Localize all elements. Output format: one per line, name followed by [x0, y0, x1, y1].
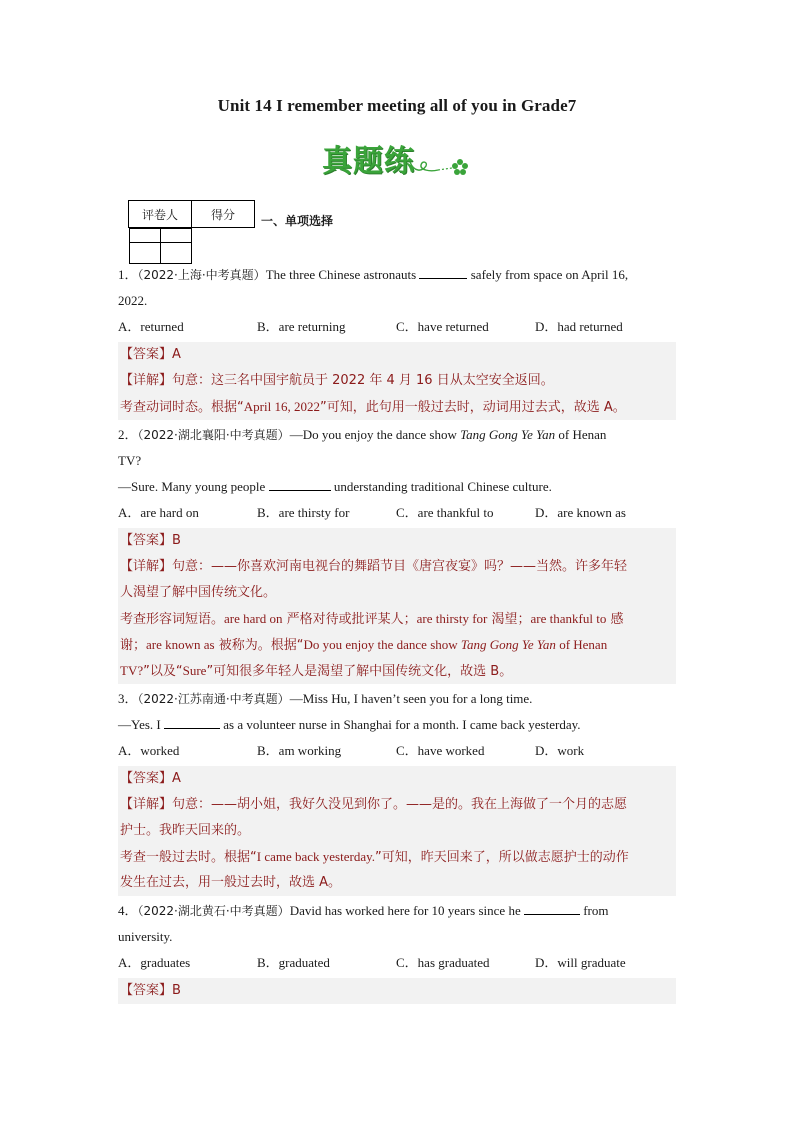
- detail-text: I came back yesterday.: [256, 849, 376, 864]
- detail-text: ”可知，昨天回来了，所以做志愿护士的动作: [375, 850, 629, 865]
- answer-blank: [269, 476, 331, 491]
- question-stem: The three Chinese astronauts: [265, 267, 417, 282]
- question-3: [118, 686, 676, 896]
- detail-text: of Henan: [555, 637, 608, 652]
- detail: 【详解】句意：——胡小姐，我好久没见到你了。——是的。我在上海做了一个月的志愿: [120, 797, 628, 812]
- options: [118, 500, 676, 526]
- question-number: 4．: [118, 903, 138, 918]
- grader-header: 评卷人: [129, 201, 192, 228]
- detail-text: TV?: [120, 663, 144, 678]
- question-stem: —Yes. I: [118, 717, 161, 732]
- detail-text: 考查动词时态。根据“: [120, 400, 244, 415]
- detail-text: April 16, 2022: [243, 399, 320, 414]
- detail-text: 渴望；: [487, 612, 531, 627]
- answer-blank: [524, 900, 580, 915]
- detail-text: ”以及“: [143, 664, 183, 679]
- detail-text: Sure: [182, 663, 207, 678]
- score-cell: [160, 229, 191, 264]
- detail-text: ”可知很多年轻人是渴望了解中国传统文化，故选 B。: [206, 664, 513, 679]
- detail-text: are known as: [146, 637, 215, 652]
- detail: 【详解】句意：——你喜欢河南电视台的舞蹈节目《唐宫夜宴》吗？——当然。许多年轻: [120, 559, 628, 574]
- option-a: A．worked: [118, 743, 180, 758]
- question-stem-cont: of Henan: [555, 427, 607, 442]
- option-b: B．are thirsty for: [257, 505, 350, 520]
- detail-text: 被称为。根据“: [214, 638, 304, 653]
- question-stem-cont: university.: [118, 929, 173, 944]
- options: [118, 950, 676, 976]
- detail: 发生在过去，用一般过去时，故选 A。: [120, 875, 342, 890]
- question-1: [118, 262, 676, 420]
- question-number: 3．: [118, 691, 138, 706]
- answer-block: [118, 342, 676, 420]
- question-number: 1．: [118, 267, 138, 282]
- answer-blank: [164, 714, 220, 729]
- options: [118, 738, 676, 764]
- answer-blank: [419, 264, 467, 279]
- options: [118, 314, 676, 340]
- option-d: D．work: [535, 743, 585, 758]
- answer-block: [118, 978, 676, 1004]
- detail: [118, 658, 676, 684]
- option-c: C．have worked: [396, 743, 485, 758]
- detail-text: 感: [606, 612, 624, 627]
- detail-text: ”可知，此句用一般过去时，动词用过去式，故选 A。: [319, 400, 626, 415]
- answer: 【答案】A: [120, 771, 181, 786]
- option-b: B．graduated: [257, 955, 330, 970]
- option-b: B．am working: [257, 743, 342, 758]
- option-c: C．has graduated: [396, 955, 490, 970]
- detail-text: 考查一般过去时。根据“: [120, 850, 257, 865]
- option-a: A．graduates: [118, 955, 191, 970]
- question-number: 2．: [118, 427, 138, 442]
- detail: 护士。我昨天回来的。: [120, 823, 251, 838]
- question-stem-cont: TV?: [118, 453, 142, 468]
- detail: 【详解】句意：这三名中国宇航员于 2022 年 4 月 16 日从太空安全返回。: [120, 373, 554, 388]
- detail-text: Do you enjoy the dance show: [303, 637, 461, 652]
- question-stem: —Do you enjoy the dance show: [289, 427, 461, 442]
- answer: 【答案】A: [120, 347, 181, 362]
- answer: 【答案】B: [120, 983, 181, 998]
- answer-block: [118, 766, 676, 896]
- question-stem-cont: as a volunteer nurse in Shanghai for a month. I came back yesterday.: [223, 717, 581, 732]
- score-header: 得分: [192, 201, 255, 228]
- detail-text: 考查形容词短语。: [120, 612, 225, 627]
- detail-text: 谢；: [120, 638, 147, 653]
- show-title: Tang Gong Ye Yan: [460, 427, 556, 442]
- detail: [118, 606, 676, 632]
- question-stem-cont: understanding traditional Chinese culture.: [333, 479, 552, 494]
- logo: [322, 136, 472, 186]
- grader-cell: [129, 229, 160, 264]
- swirl-decoration-icon: [408, 156, 472, 182]
- option-c: C．are thankful to: [396, 505, 494, 520]
- question-4: [118, 898, 676, 1004]
- detail: 人渴望了解中国传统文化。: [120, 585, 277, 600]
- question-stem: David has worked here for 10 years since he: [289, 903, 521, 918]
- answer-block: [118, 528, 676, 684]
- question-source: （2022·湖北襄阳·中考真题）: [137, 428, 290, 442]
- detail-text: are thankful to: [530, 611, 607, 626]
- logo-text: 真题练: [322, 144, 415, 179]
- detail: [118, 394, 676, 420]
- question-stem: —Sure. Many young people: [118, 479, 266, 494]
- score-table: [128, 200, 255, 246]
- detail-text: are thirsty for: [416, 611, 488, 626]
- option-b: B．are returning: [257, 319, 346, 334]
- question-stem-cont: safely from space on April 16,: [470, 267, 629, 282]
- question-stem: —Miss Hu, I haven’t seen you for a long time.: [289, 691, 533, 706]
- question-source: （2022·江苏南通·中考真题）: [137, 692, 290, 706]
- option-d: D．will graduate: [535, 955, 626, 970]
- question-source: （2022·湖北黄石·中考真题）: [137, 904, 290, 918]
- option-c: C．have returned: [396, 319, 489, 334]
- detail-text: are hard on: [224, 611, 283, 626]
- page-title: Unit 14 I remember meeting all of you in Grade7: [217, 96, 577, 115]
- question-source: （2022·上海·中考真题）: [137, 268, 266, 282]
- question-stem-cont: 2022.: [118, 293, 148, 308]
- section-title: 一、单项选择: [261, 214, 334, 228]
- option-a: A．are hard on: [118, 505, 199, 520]
- option-d: D．had returned: [535, 319, 623, 334]
- detail-text: 严格对待或批评某人；: [282, 612, 417, 627]
- question-2: [118, 422, 676, 684]
- detail-text: Tang Gong Ye Yan: [460, 637, 556, 652]
- answer: 【答案】B: [120, 533, 181, 548]
- detail: [118, 844, 676, 870]
- detail: [118, 632, 676, 658]
- question-stem-cont: from: [583, 903, 609, 918]
- question-list: [118, 262, 676, 1006]
- option-d: D．are known as: [535, 505, 626, 520]
- option-a: A．returned: [118, 319, 184, 334]
